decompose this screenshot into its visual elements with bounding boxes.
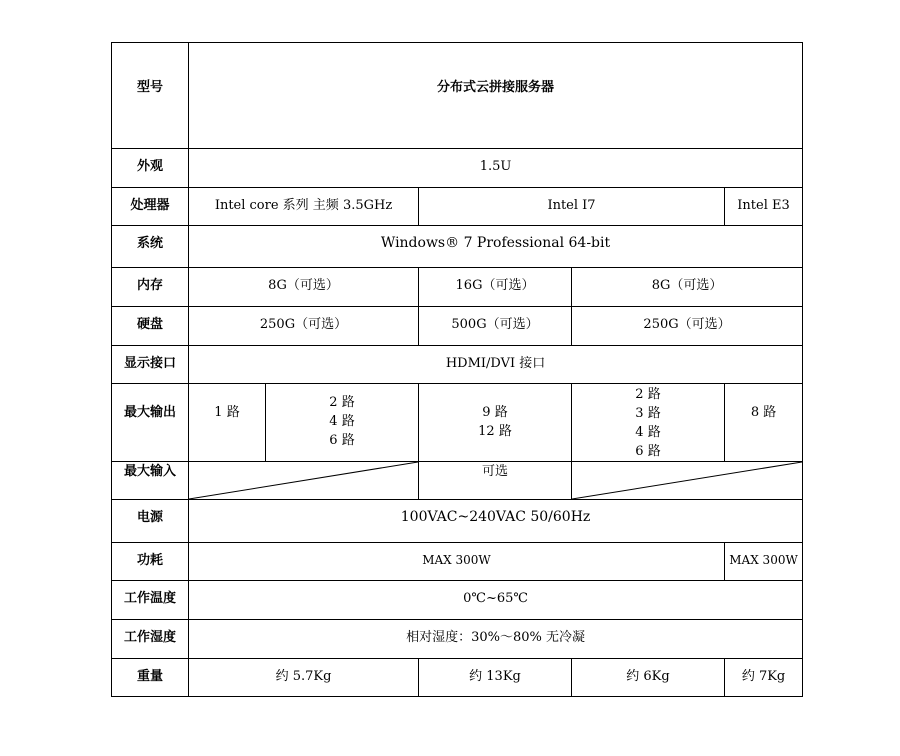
row-max-input <box>112 462 803 500</box>
row-label: 工作湿度 <box>112 620 189 659</box>
row-label: 处理器 <box>112 188 189 226</box>
diagonal-line <box>189 462 418 499</box>
system-value: Windows® 7 Professional 64-bit <box>189 226 803 268</box>
row-label: 硬盘 <box>112 307 189 346</box>
row-power <box>112 500 803 543</box>
row-system <box>112 226 803 268</box>
row-consumption <box>112 543 803 581</box>
humidity-value: 相对湿度：30%～80% 无冷凝 <box>189 620 803 659</box>
row-humidity <box>112 620 803 659</box>
output-cell: 2 路 3 路 4 路 6 路 <box>572 384 725 462</box>
row-label: 工作温度 <box>112 581 189 620</box>
weight-cell: 约 7Kg <box>725 659 803 697</box>
row-label: 最大输出 <box>112 384 189 462</box>
row-label: 系统 <box>112 226 189 268</box>
output-cell: 9 路 12 路 <box>419 384 572 462</box>
row-label: 显示接口 <box>112 346 189 384</box>
processor-cell: Intel I7 <box>419 188 725 226</box>
row-max-output <box>112 384 803 462</box>
row-appearance <box>112 149 803 188</box>
weight-cell: 约 13Kg <box>419 659 572 697</box>
row-label: 外观 <box>112 149 189 188</box>
output-cell: 1 路 <box>189 384 266 462</box>
row-processor <box>112 188 803 226</box>
row-temperature <box>112 581 803 620</box>
memory-cell: 16G（可选） <box>419 268 572 307</box>
diagonal-empty-cell <box>189 462 419 500</box>
diagonal-line <box>572 462 802 499</box>
row-display <box>112 346 803 384</box>
temperature-value: 0℃~65℃ <box>189 581 803 620</box>
appearance-value: 1.5U <box>189 149 803 188</box>
row-label: 型号 <box>112 43 189 149</box>
row-disk <box>112 307 803 346</box>
power-value: 100VAC~240VAC 50/60Hz <box>189 500 803 543</box>
diagonal-empty-cell <box>572 462 803 500</box>
weight-cell: 约 6Kg <box>572 659 725 697</box>
memory-cell: 8G（可选） <box>189 268 419 307</box>
consumption-cell: MAX 300W <box>725 543 803 581</box>
weight-cell: 约 5.7Kg <box>189 659 419 697</box>
display-value: HDMI/DVI 接口 <box>189 346 803 384</box>
memory-cell: 8G（可选） <box>572 268 803 307</box>
model-value: 分布式云拼接服务器 <box>189 43 803 149</box>
processor-cell: Intel E3 <box>725 188 803 226</box>
output-cell: 2 路 4 路 6 路 <box>266 384 419 462</box>
disk-cell: 500G（可选） <box>419 307 572 346</box>
disk-cell: 250G（可选） <box>572 307 803 346</box>
max-input-value: 可选 <box>419 462 572 500</box>
processor-cell: Intel core 系列 主频 3.5GHz <box>189 188 419 226</box>
spec-table <box>111 42 803 697</box>
row-label: 最大输入 <box>112 462 189 500</box>
disk-cell: 250G（可选） <box>189 307 419 346</box>
output-cell: 8 路 <box>725 384 803 462</box>
row-memory <box>112 268 803 307</box>
row-label: 重量 <box>112 659 189 697</box>
row-label: 功耗 <box>112 543 189 581</box>
row-model <box>112 43 803 149</box>
consumption-cell: MAX 300W <box>189 543 725 581</box>
row-weight <box>112 659 803 697</box>
row-label: 电源 <box>112 500 189 543</box>
row-label: 内存 <box>112 268 189 307</box>
